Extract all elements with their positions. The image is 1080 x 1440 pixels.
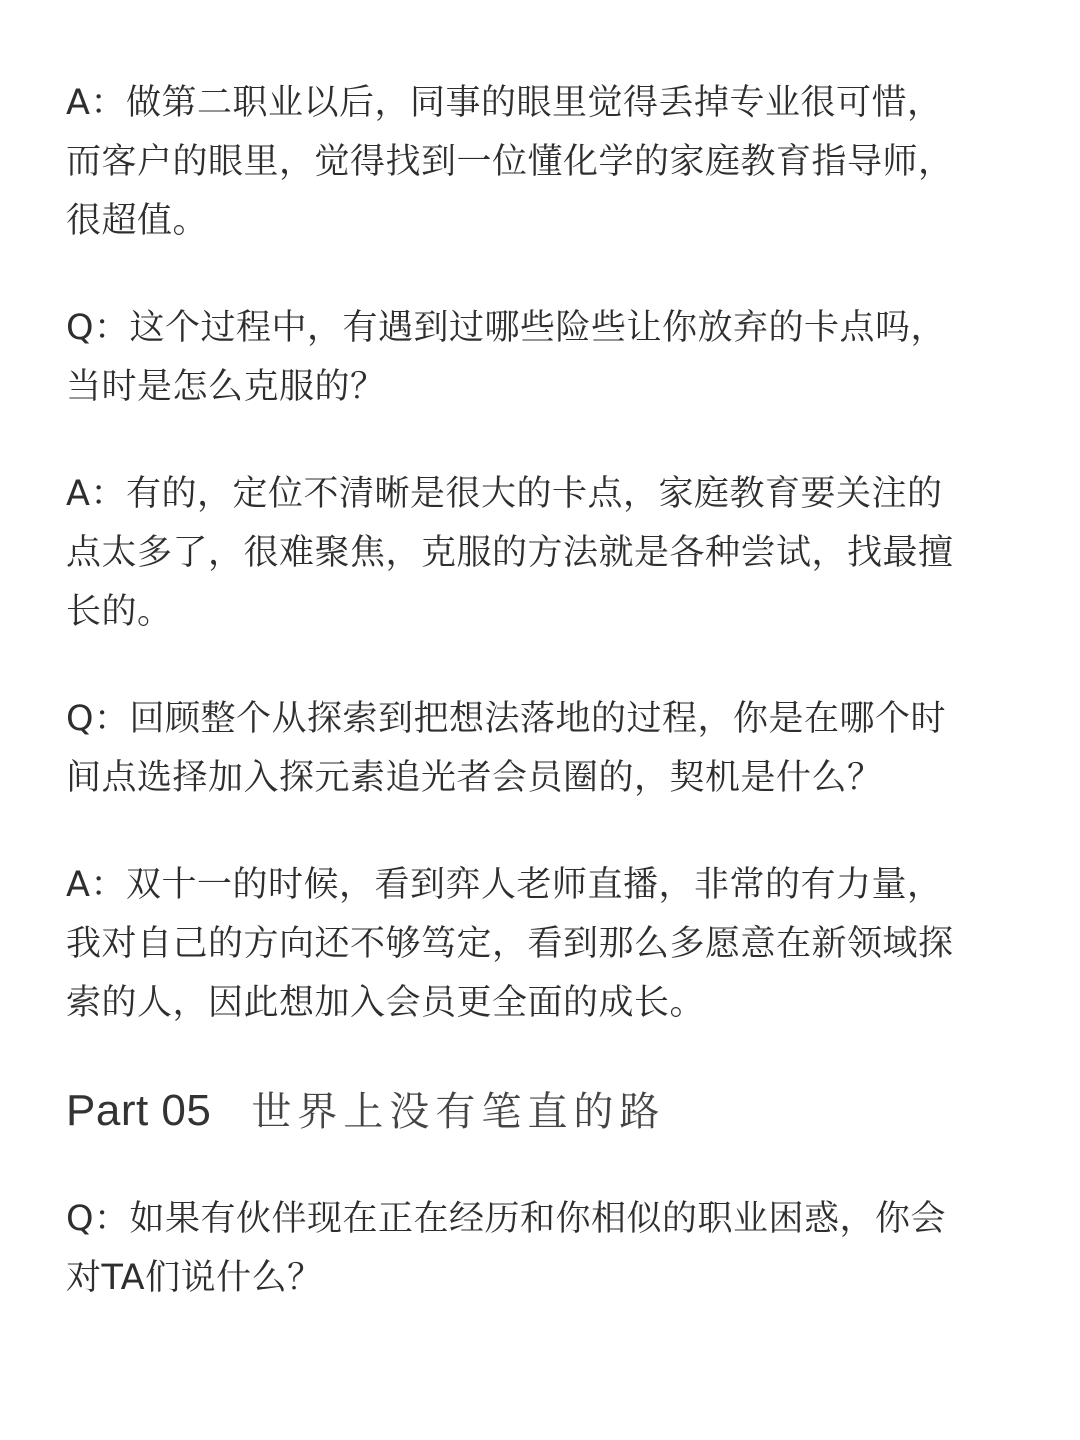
section-heading bbox=[66, 1081, 1026, 1142]
text-line: A：做第二职业以后，同事的眼里觉得丢掉专业很可惜， bbox=[66, 83, 943, 123]
text-line: 我对自己的方向还不够笃定，看到那么多愿意在新领域探 bbox=[66, 924, 954, 964]
paragraph-gap bbox=[66, 417, 1026, 465]
section-part-number: Part 05 bbox=[66, 1086, 212, 1135]
paragraph-gap bbox=[66, 642, 1026, 690]
text-line: A：双十一的时候，看到弈人老师直播，非常的有力量， bbox=[66, 865, 943, 905]
paragraph-gap bbox=[66, 1142, 1026, 1190]
text-line: 当时是怎么克服的？ bbox=[66, 367, 386, 407]
section-title: 世界上没有笔直的路 bbox=[251, 1089, 666, 1135]
text-line: Q：如果有伙伴现在正在经历和你相似的职业困惑，你会 bbox=[66, 1199, 947, 1239]
paragraph-gap bbox=[66, 1033, 1026, 1081]
text-line: 点太多了，很难聚焦，克服的方法就是各种尝试，找最擅 bbox=[66, 533, 954, 573]
paragraph-gap bbox=[66, 808, 1026, 856]
text-line: 对TA们说什么？ bbox=[66, 1258, 323, 1298]
text-line: 索的人，因此想加入会员更全面的成长。 bbox=[66, 983, 706, 1023]
answer-paragraph-2 bbox=[66, 465, 1026, 642]
question-paragraph-3 bbox=[66, 1190, 1026, 1308]
question-paragraph-1 bbox=[66, 299, 1026, 417]
article-body bbox=[66, 74, 1026, 1308]
text-line: 长的。 bbox=[66, 592, 173, 632]
text-line: Q：这个过程中，有遇到过哪些险些让你放弃的卡点吗， bbox=[66, 308, 947, 348]
text-line: A：有的，定位不清晰是很大的卡点，家庭教育要关注的 bbox=[66, 474, 943, 514]
paragraph-gap bbox=[66, 251, 1026, 299]
answer-paragraph-3 bbox=[66, 856, 1026, 1033]
text-line: 很超值。 bbox=[66, 201, 209, 241]
answer-paragraph-1 bbox=[66, 74, 1026, 251]
text-line: 间点选择加入探元素追光者会员圈的，契机是什么？ bbox=[66, 758, 883, 798]
text-line: Q：回顾整个从探索到把想法落地的过程，你是在哪个时 bbox=[66, 699, 947, 739]
text-line: 而客户的眼里，觉得找到一位懂化学的家庭教育指导师， bbox=[66, 142, 954, 182]
question-paragraph-2 bbox=[66, 690, 1026, 808]
